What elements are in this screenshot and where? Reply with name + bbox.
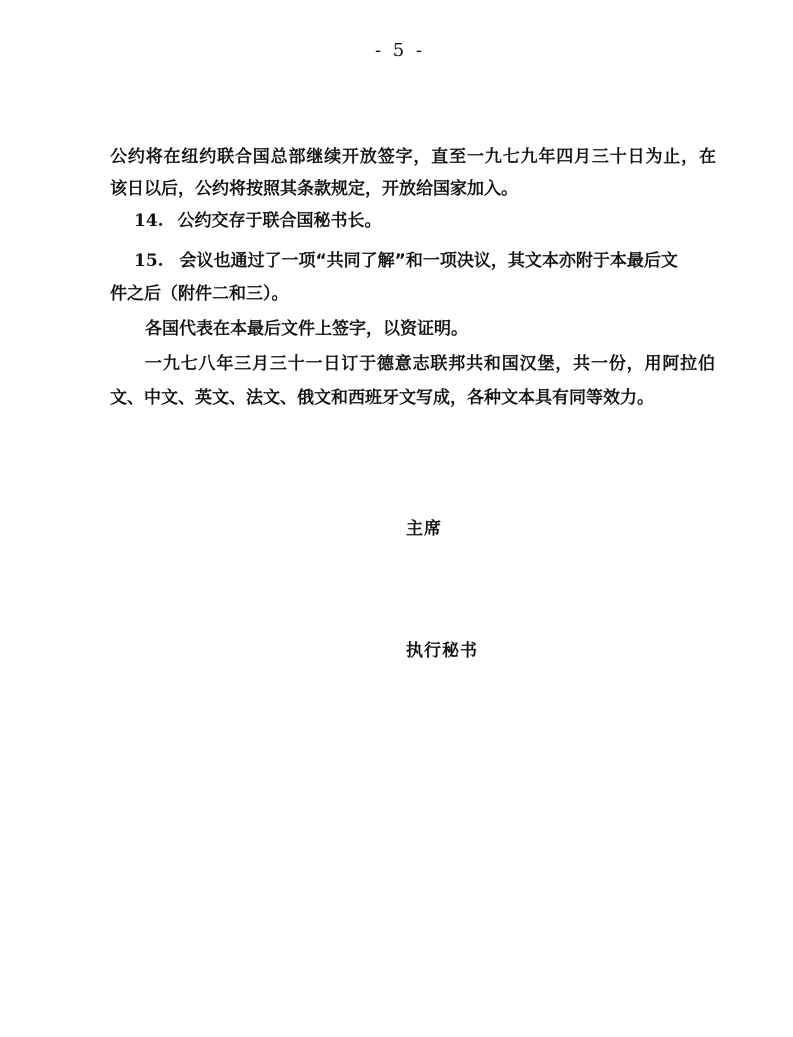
- paragraph-15-text: 会议也通过了一项“共同了解”和一项决议，其文本亦附于本最后文: [179, 251, 678, 271]
- paragraph-14-number: 14.: [134, 211, 164, 231]
- paragraph-14: [134, 210, 382, 232]
- paragraph-15-line-1: [134, 250, 716, 272]
- done-at-line-2: 文、中文、英文、法文、俄文和西班牙文写成，各种文本具有同等效力。: [110, 388, 654, 408]
- paragraph-13-line-2: 该日以后，公约将按照其条款规定，开放给国家加入。: [110, 179, 518, 199]
- chairman-signature-label: 主席: [406, 519, 442, 539]
- paragraph-13-line-1: 公约将在纽约联合国总部继续开放签字，直至一九七九年四月三十日为止，在: [110, 147, 716, 167]
- executive-secretary-signature-label: 执行秘书: [406, 641, 478, 661]
- paragraph-15-line-2: 件之后（附件二和三）。: [110, 284, 289, 304]
- paragraph-14-text: 公约交存于联合国秘书长。: [177, 211, 382, 231]
- paragraph-15-number: 15.: [134, 251, 164, 271]
- page-number: - 5 -: [374, 40, 426, 61]
- done-at-line-1: 一九七八年三月三十一日订于德意志联邦共和国汉堡，共一份，用阿拉伯: [145, 354, 715, 374]
- attestation-line: 各国代表在本最后文件上签字，以资证明。: [145, 319, 468, 339]
